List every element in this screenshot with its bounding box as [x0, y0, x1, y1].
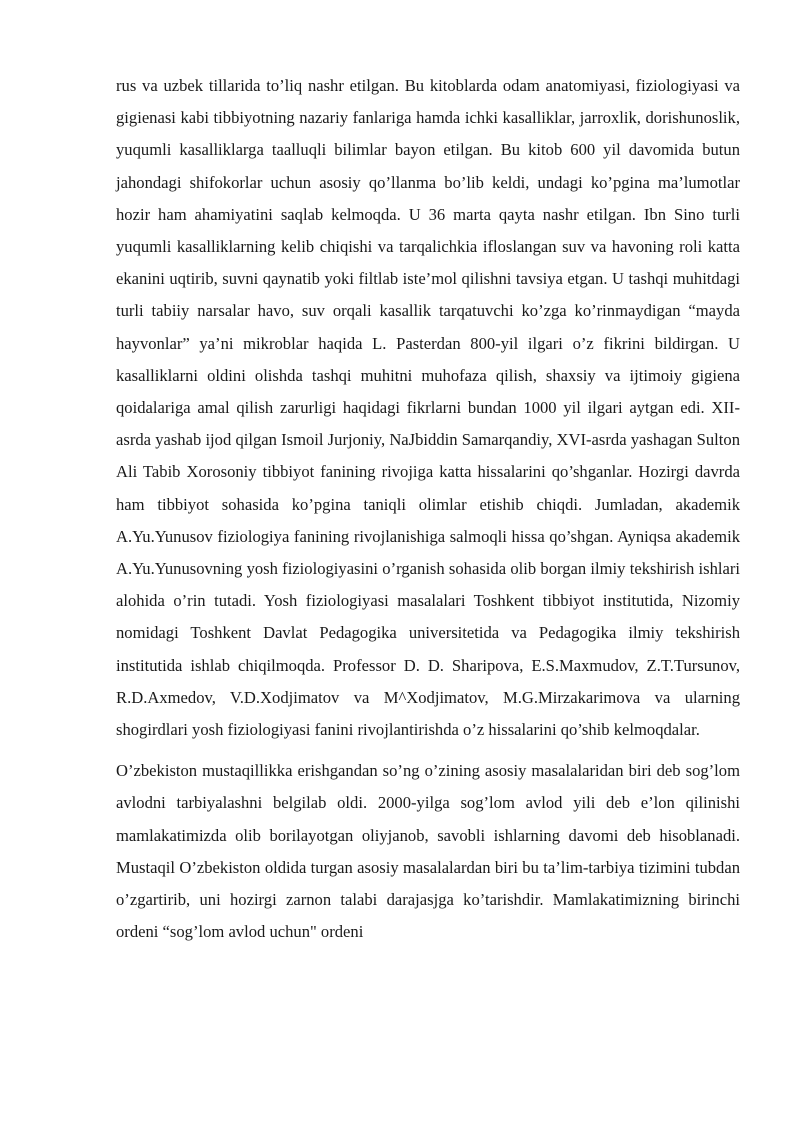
document-page [116, 70, 740, 948]
paragraph: rus va uzbek tillarida to’liq nashr etilgan. Bu kitoblarda odam anatomiyasi, fiziologiyasi va gigienasi kabi tibbiyotning nazariy fanlariga hamda ichki kasalliklar, jarroxlik, dorishunoslik, yuqumli kasalliklarga taalluqli bilimlar bayon etilgan. Bu kitob 600 yil davomida butun jahondagi shifokorlar uchun asosiy qo’llanma bo’lib keldi, undagi ko’pgina ma’lumotlar hozir ham ahamiyatini saqlab kelmoqda. U 36 marta qayta nashr etilgan. Ibn Sino turli yuqumli kasalliklarning kelib chiqishi va tarqalichkia ifloslangan suv va havoning roli katta ekanini uqtirib, suvni qaynatib yoki filtlab iste’mol qilishni tavsiya etgan. U tashqi muhitdagi turli tabiiy narsalar havo, suv orqali kasallik tarqatuvchi ko’zga ko’rinmaydigan “mayda hayvonlar” ya’ni mikroblar haqida L. Pasterdan 800-yil ilgari o’z fikrini bildirgan. U kasalliklarni oldini olishda tashqi muhitni muhofaza qilish, shaxsiy va ijtimoiy gigiena qoidalariga amal qilish zarurligi haqidagi fikrlarni bundan 1000 yil ilgari aytgan edi. XII-asrda yashab ijod qilgan Ismoil Jurjoniy, NaJbiddin Samarqandiy, XVI-asrda yashagan Sulton Ali Tabib Xorosoniy tibbiyot fanining rivojiga katta hissalarini qo’shganlar. Hozirgi davrda ham tibbiyot sohasida ko’pgina taniqli olimlar etishib chiqdi. Jumladan, akademik A.Yu.Yunusov fiziologiya fanining rivojlanishiga salmoqli hissa qo’shgan. Ayniqsa akademik A.Yu.Yunusovning yosh fiziologiyasini o’rganish sohasida olib borgan ilmiy tekshirish ishlari alohida o’rin tutadi. Yosh fiziologiyasi masalalari Toshkent tibbiyot institutida, Nizomiy nomidagi Toshkent Davlat Pedagogika universitetida va Pedagogika ilmiy tekshirish institutida ishlab chiqilmoqda. Professor D. D. Sharipova, E.S.Maxmudov, Z.T.Tursunov, R.D.Axmedov, V.D.Xodjimatov va M^Xodjimatov, M.G.Mirzakarimova va ularning shogirdlari yosh fiziologiyasi fanini rivojlantirishda o’z hissalarini qo’shib kelmoqdalar. [116, 76, 740, 740]
paragraph: O’zbekiston mustaqillikka erishgandan so’ng o’zining asosiy masalalaridan biri deb sog’lom avlodni tarbiyalashni belgilab oldi. 2000-yilga sog’lom avlod yili deb e’lon qilinishi mamlakatimizda olib borilayotgan oliyjanob, savobli ishlarning davomi deb hisoblanadi. Mustaqil O’zbekiston oldida turgan asosiy masalalardan biri bu ta’lim-tarbiya tizimini tubdan o’zgartirib, uni hozirgi zarnon talabi darajasjga ko’tarishdir. Mamlakatimizning birinchi ordeni “sog’lom avlod uchun" ordeni [116, 761, 740, 942]
